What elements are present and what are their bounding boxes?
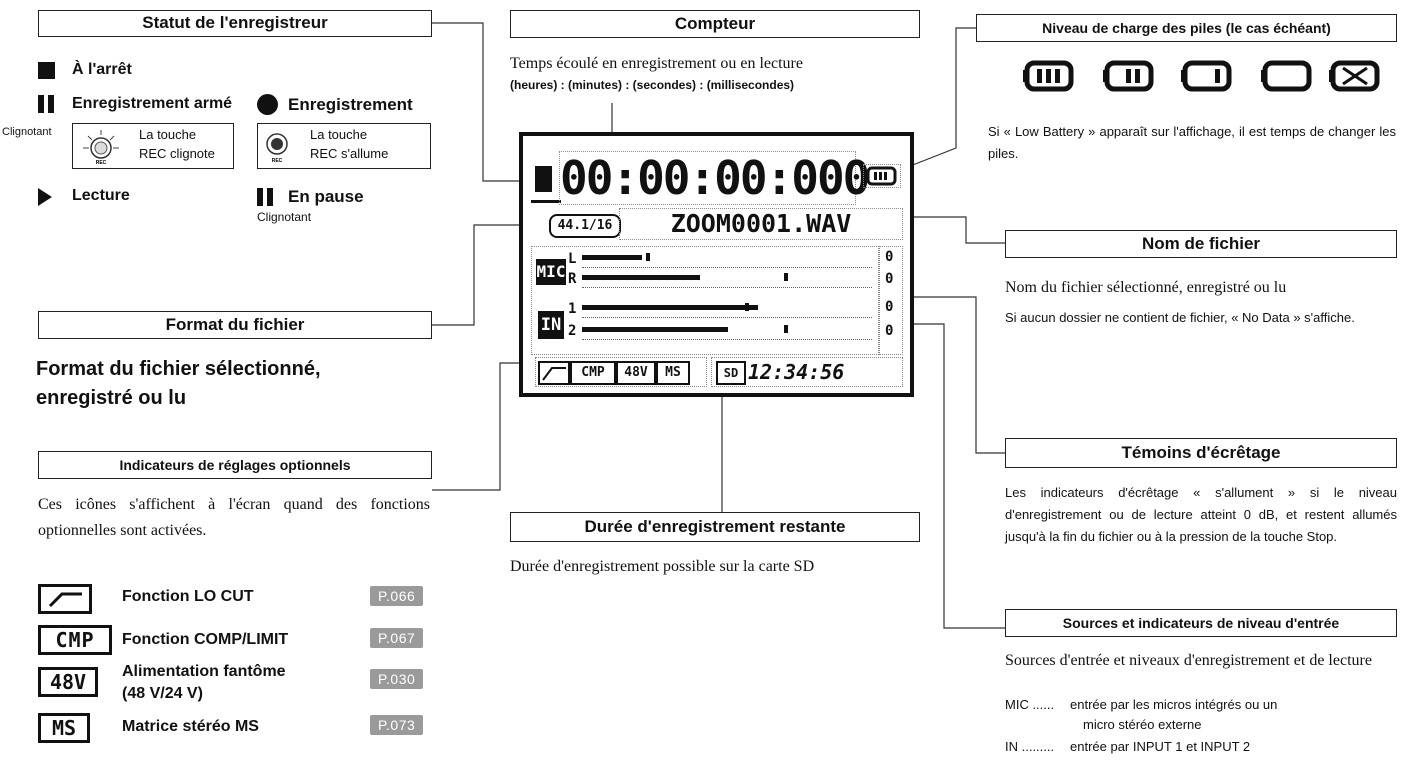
sources-description: Sources d'entrée et niveaux d'enregistrement et de lecture <box>1005 652 1372 669</box>
file-name-description: Nom du fichier sélectionné, enregistré ou lu <box>1005 279 1287 296</box>
sources-in-label: IN ......... <box>1005 739 1055 754</box>
meter-r <box>582 275 700 280</box>
file-format-title: Format du fichier <box>38 311 432 339</box>
sources-mic-label: MIC ...... <box>1005 697 1055 712</box>
lcd-lo-cut-icon <box>538 361 570 385</box>
phantom-power-label: Alimentation fantôme <box>122 663 286 680</box>
clip-indicator-1: 0 <box>885 299 894 315</box>
battery-two-thirds-icon <box>1103 63 1151 89</box>
file-name-title: Nom de fichier <box>1005 230 1397 258</box>
play-label: Lecture <box>72 187 130 204</box>
sources-mic-text: entrée par les micros intégrés ou un <box>1070 697 1278 712</box>
record-icon <box>257 94 278 115</box>
lcd-clip-column <box>879 246 903 355</box>
meter-l <box>582 255 642 260</box>
lcd-mic-label: MIC <box>536 259 566 285</box>
lcd-underline <box>531 200 561 203</box>
lcd-display <box>519 132 914 397</box>
lcd-ch-r: R <box>568 271 577 287</box>
meter-1-peak <box>745 303 749 311</box>
phantom-power-label2: (48 V/24 V) <box>122 685 203 702</box>
lo-cut-label: Fonction LO CUT <box>122 588 254 605</box>
clip-indicator-r: 0 <box>885 271 894 287</box>
meter-1 <box>582 305 758 310</box>
blinking-label: Clignotant <box>2 126 52 138</box>
lcd-sample-format: 44.1/16 <box>549 214 621 238</box>
file-format-description: Format du fichier sélectionné, enregistré ou lu <box>36 358 321 409</box>
rec-blinks-line1: La touche <box>139 127 197 142</box>
rec-lit-box <box>257 123 431 169</box>
comp-limit-page-ref[interactable]: P.067 <box>370 628 423 648</box>
recorder-status-title: Statut de l'enregistreur <box>38 10 432 37</box>
lcd-option-icons <box>535 357 707 387</box>
lcd-remaining-time <box>711 357 903 387</box>
counter-title: Compteur <box>510 10 920 38</box>
battery-levels-row <box>1023 58 1383 94</box>
lcd-ch-1: 1 <box>568 301 577 317</box>
pause-icon <box>257 188 275 206</box>
counter-format: (heures) : (minutes) : (secondes) : (millisecondes) <box>510 78 795 92</box>
clip-indicators-title: Témoins d'écrêtage <box>1005 438 1397 468</box>
file-name-note: Si aucun dossier ne contient de fichier, « No Data » s'affiche. <box>1005 310 1355 325</box>
lcd-in-label: IN <box>538 311 564 339</box>
optional-settings-title: Indicateurs de réglages optionnels <box>38 451 432 479</box>
lcd-sd-icon: SD <box>716 361 746 385</box>
rec-armed-label: Enregistrement armé <box>72 95 233 112</box>
recording-label: Enregistrement <box>288 95 413 114</box>
svg-text:REC: REC <box>271 158 283 164</box>
lcd-48v-icon: 48V <box>616 361 656 385</box>
lcd-ms-icon: MS <box>656 361 690 385</box>
lo-cut-page-ref[interactable]: P.066 <box>370 586 423 606</box>
lcd-ch-l: L <box>568 251 577 267</box>
paused-label: En pause <box>288 187 364 206</box>
rec-button-blinking-icon <box>81 128 121 166</box>
meter-2 <box>582 327 728 332</box>
play-icon <box>38 188 54 206</box>
rec-lit-line2: REC s'allume <box>310 146 389 161</box>
stop-label: À l'arrêt <box>72 61 132 78</box>
lcd-battery-icon <box>863 164 901 188</box>
lcd-ch-2: 2 <box>568 323 577 339</box>
optional-settings-description: Ces icônes s'affichent à l'écran quand des fonctions optionnelles sont activées. <box>38 496 430 539</box>
meter-2-peak <box>784 325 788 333</box>
battery-one-third-icon <box>1181 63 1229 89</box>
battery-empty-icon <box>1261 63 1309 89</box>
sources-title: Sources et indicateurs de niveau d'entrée <box>1005 609 1397 637</box>
lcd-filename: ZOOM0001.WAV <box>619 208 903 240</box>
rec-blinks-box <box>72 123 234 169</box>
clip-indicators-description: Les indicateurs d'écrêtage « s'allument » si le niveau d'enregistrement ou de lecture atteint 0 dB, et restent allumés jusqu'à la fin du fichier ou à la pression de la touche Stop. <box>1005 485 1397 544</box>
counter-description: Temps écoulé en enregistrement ou en lecture <box>510 55 803 72</box>
sources-mic-text2: micro stéréo externe <box>1083 717 1202 732</box>
ms-matrix-page-ref[interactable]: P.073 <box>370 715 423 735</box>
lcd-remaining-value: 12:34:56 <box>748 360 845 384</box>
remaining-time-description: Durée d'enregistrement possible sur la carte SD <box>510 558 815 575</box>
sources-in-text: entrée par INPUT 1 et INPUT 2 <box>1070 739 1251 754</box>
comp-limit-label: Fonction COMP/LIMIT <box>122 631 289 648</box>
paused-blinking-label: Clignotant <box>257 210 312 224</box>
comp-limit-icon: CMP <box>38 625 112 655</box>
ms-matrix-label: Matrice stéréo MS <box>122 718 259 735</box>
lo-cut-icon <box>38 584 92 614</box>
rec-armed-icon <box>38 95 55 113</box>
battery-title: Niveau de charge des piles (le cas échéant) <box>976 14 1397 42</box>
rec-blinks-line2: REC clignote <box>139 146 215 161</box>
phantom-power-page-ref[interactable]: P.030 <box>370 669 423 689</box>
remaining-time-title: Durée d'enregistrement restante <box>510 512 920 542</box>
battery-description: Si « Low Battery » apparaît sur l'affichage, il est temps de changer les piles. <box>988 124 1396 161</box>
clip-indicator-2: 0 <box>885 323 894 339</box>
svg-text:REC: REC <box>95 160 107 166</box>
meter-r-peak <box>784 273 788 281</box>
ms-matrix-icon: MS <box>38 713 90 743</box>
lcd-cmp-icon: CMP <box>570 361 616 385</box>
lcd-counter: 00:00:00:000 <box>560 151 869 205</box>
stop-icon <box>38 62 55 79</box>
lcd-meter-area <box>531 246 879 355</box>
rec-lit-line1: La touche <box>310 127 368 142</box>
meter-l-peak <box>646 253 650 261</box>
clip-indicator-l: 0 <box>885 249 894 265</box>
rec-button-lit-icon <box>262 128 292 166</box>
lcd-stop-icon <box>535 166 552 192</box>
battery-full-icon <box>1023 63 1071 89</box>
battery-dead-icon <box>1329 63 1377 89</box>
phantom-power-icon: 48V <box>38 667 98 697</box>
